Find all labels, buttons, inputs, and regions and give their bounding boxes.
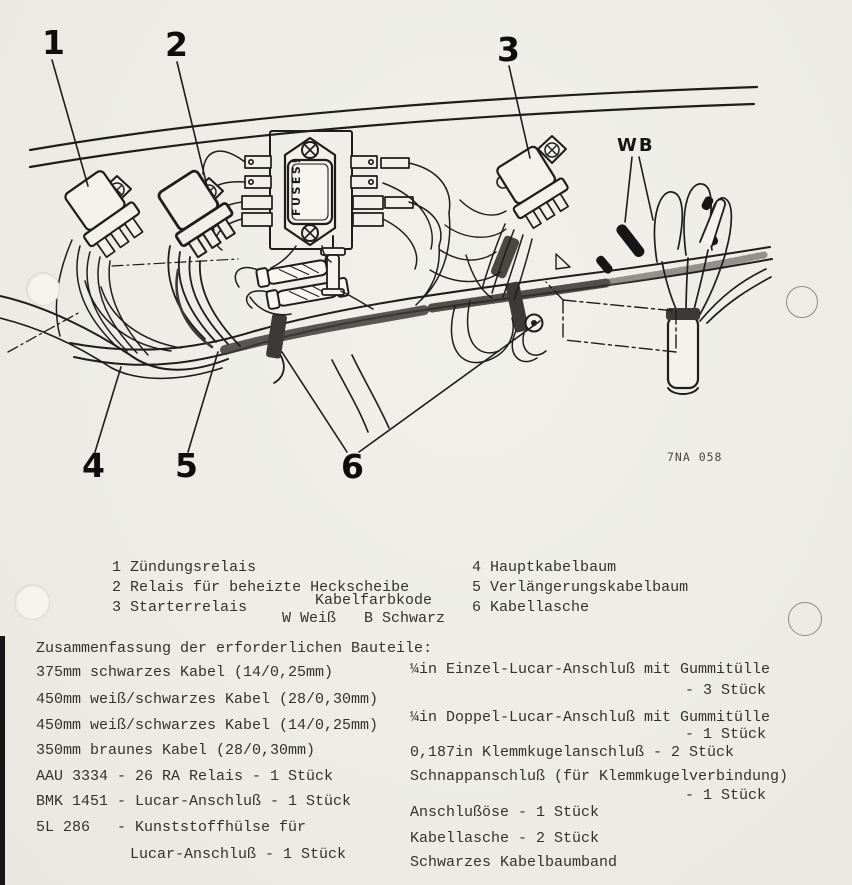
legend-label: Zündungsrelais: [130, 559, 257, 576]
summary-left-line: Lucar-Anschluß - 1 Stück: [130, 846, 347, 863]
summary-right-line: Anschlußöse - 1 Stück: [410, 804, 600, 821]
summary-right-line: - 1 Stück: [685, 726, 767, 743]
relay-3: [490, 142, 576, 232]
legend-label: Verlängerungskabelbaum: [490, 579, 689, 596]
legend-label: Starterrelais: [130, 599, 248, 616]
summary-right-line: ¼in Doppel-Lucar-Anschluß mit Gummitülle: [410, 709, 771, 726]
legend-num: 5: [472, 579, 482, 596]
relay-2: [151, 165, 242, 261]
punch-hole-top-left: [26, 272, 60, 306]
legend-num: 1: [112, 559, 122, 576]
main-harness: [70, 235, 772, 383]
summary-title: Zusammenfassung der erforderlichen Bauteile:: [36, 640, 433, 657]
fusebox-label: FUSES!: [290, 156, 303, 216]
relay-1-wires: [56, 240, 181, 355]
scan-edge-artifact: [0, 636, 5, 885]
color-code-white: W Weiß: [282, 610, 337, 627]
color-code-black: B Schwarz: [364, 610, 446, 627]
legend-label: Relais für beheizte Heckscheibe: [130, 579, 410, 596]
figure-code: 7NA 058: [667, 450, 723, 464]
punch-hole-bottom-right: [788, 602, 822, 636]
callout-1: 1: [42, 23, 65, 62]
summary-left-line: 375mm schwarzes Kabel (14/0,25mm): [36, 664, 334, 681]
wb-label: WB: [617, 135, 655, 156]
summary-right-line: 0,187in Klemmkugelanschluß - 2 Stück: [410, 744, 735, 761]
legend-num: 2: [112, 579, 122, 596]
callout-4: 4: [82, 446, 105, 485]
summary-right-line: ¼in Einzel-Lucar-Anschluß mit Gummitülle: [410, 661, 771, 678]
summary-right-line: - 1 Stück: [685, 787, 767, 804]
punch-hole-top-right: [786, 286, 818, 318]
legend-label: Kabellasche: [490, 599, 590, 616]
summary-right-line: Schnappanschluß (für Klemmkugelverbindung): [410, 768, 789, 785]
summary-right-line: Kabellasche - 2 Stück: [410, 830, 600, 847]
summary-right-line: Schwarzes Kabelbaumband: [410, 854, 618, 871]
cable-tie-left: [266, 313, 288, 383]
summary-left-line: 5L 286 - Kunststoffhülse für: [36, 819, 307, 836]
legend-num: 6: [472, 599, 482, 616]
summary-left-line: BMK 1451 - Lucar-Anschluß - 1 Stück: [36, 793, 352, 810]
summary-left-line: 450mm weiß/schwarzes Kabel (14/0,25mm): [36, 717, 379, 734]
legend-item: [58, 581, 247, 617]
callout-leader-lines: [52, 60, 653, 452]
punch-hole-bottom-left: [14, 584, 50, 620]
relay-1: [58, 165, 150, 261]
summary-left-line: 450mm weiß/schwarzes Kabel (28/0,30mm): [36, 691, 379, 708]
right-wire-loops: [595, 184, 771, 394]
summary-right-line: - 3 Stück: [685, 682, 767, 699]
legend-num: 4: [472, 559, 482, 576]
callout-2: 2: [165, 25, 188, 64]
summary-left-line: AAU 3334 - 26 RA Relais - 1 Stück: [36, 768, 334, 785]
summary-left-line: 350mm braunes Kabel (28/0,30mm): [36, 742, 316, 759]
legend-label: Hauptkabelbaum: [490, 559, 617, 576]
color-code-title: Kabelfarbkode: [315, 592, 433, 609]
legend-num: 3: [112, 599, 122, 616]
callout-6: 6: [341, 447, 364, 486]
callout-5: 5: [175, 446, 198, 485]
callout-3: 3: [497, 30, 520, 69]
